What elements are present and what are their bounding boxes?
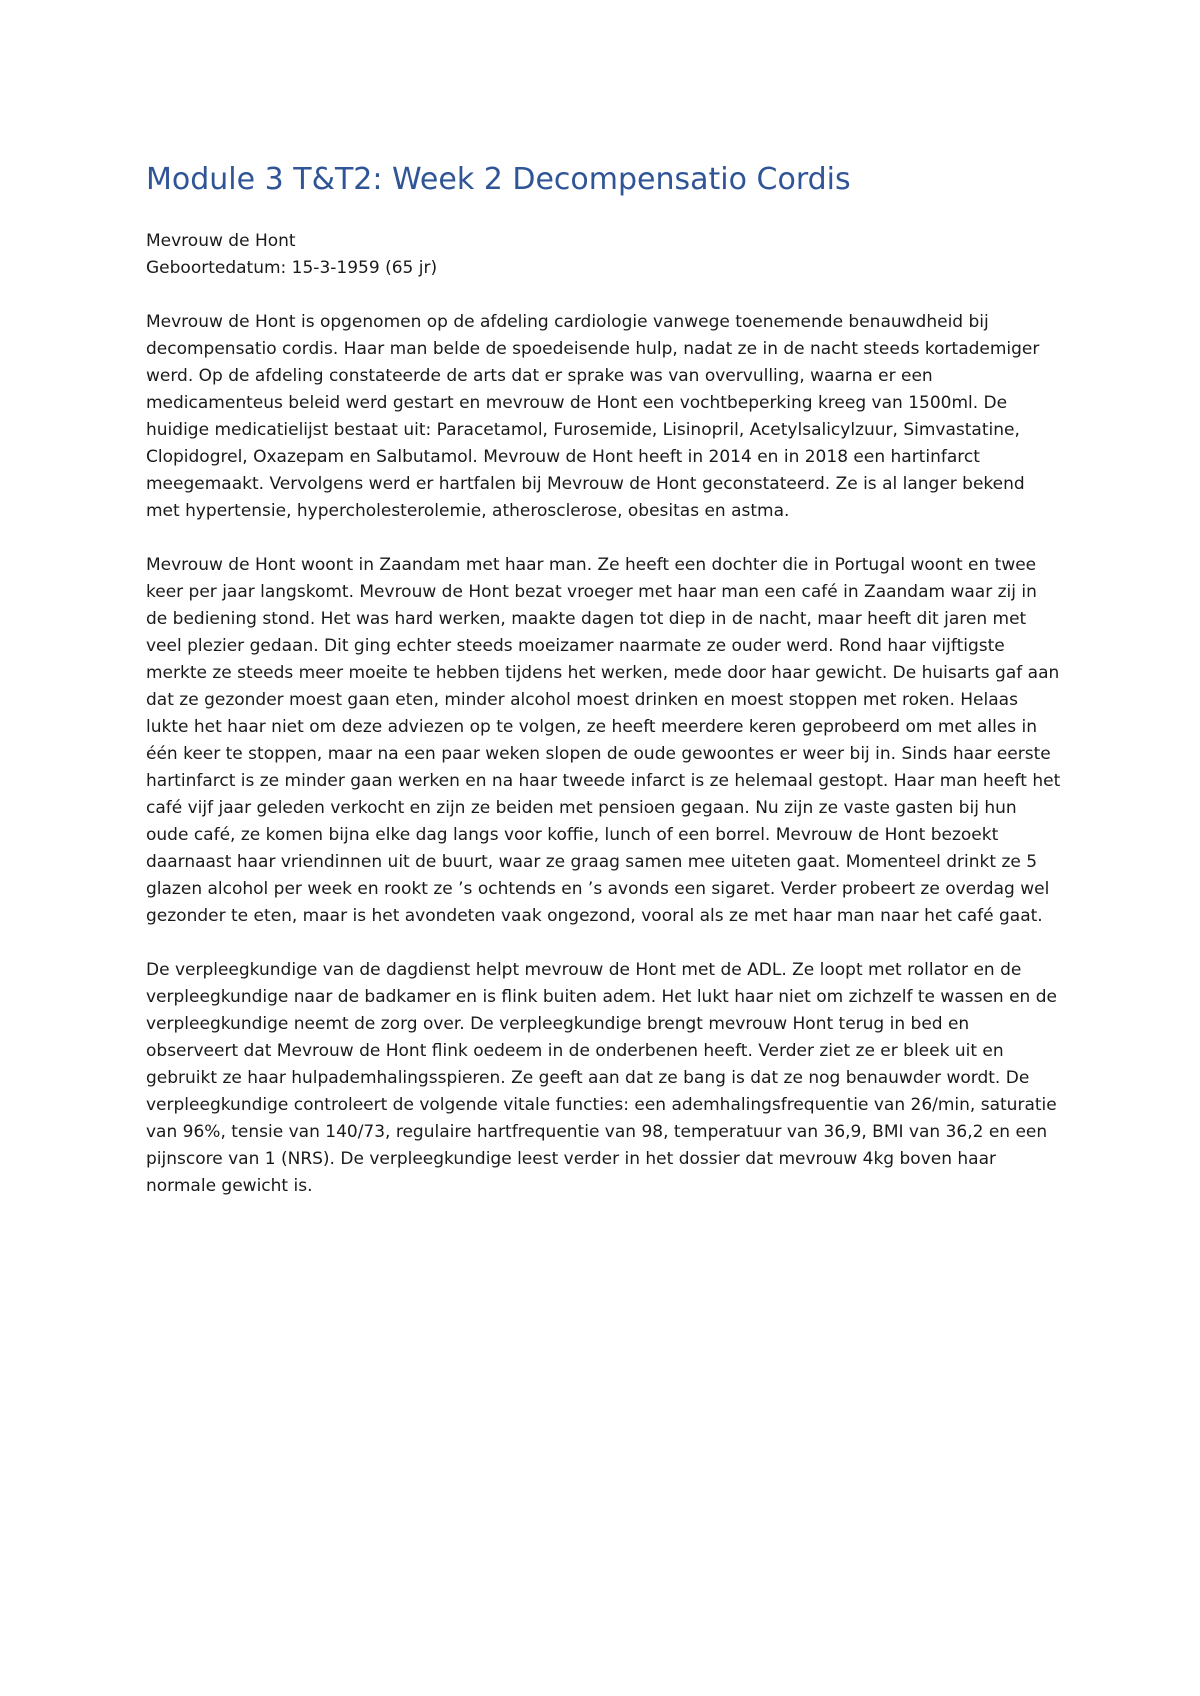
paragraph-social-history: Mevrouw de Hont woont in Zaandam met haar man. Ze heeft een dochter die in Portugal woont en twee keer per jaar langskomt. Mevrouw de Hont bezat vroeger met haar man een café in Zaandam waar zij in de bediening stond. Het was hard werken, maakte dagen tot diep in de nacht, maar heeft dit jaren met veel plezier gedaan. Dit ging echter steeds moeizamer naarmate ze ouder werd. Rond haar vijftigste merkte ze steeds meer moeite te hebben tijdens het werken, mede door haar gewicht. De huisarts gaf aan dat ze gezonder moest gaan eten, minder alcohol moest drinken en moest stoppen met roken. Helaas lukte het haar niet om deze adviezen op te volgen, ze heeft meerdere keren geprobeerd om met alles in één keer te stoppen, maar na een paar weken slopen de oude gewoontes er weer bij in. Sinds haar eerste hartinfarct is ze minder gaan werken en na haar tweede infarct is ze helemaal gestopt. Haar man heeft het café vijf jaar geleden verkocht en zijn ze beiden met pensioen gegaan. Nu zijn ze vaste gasten bij hun oude café, ze komen bijna elke dag langs voor koffie, lunch of een borrel. Mevrouw de Hont bezoekt daarnaast haar vriendinnen uit de buurt, waar ze graag samen mee uiteten gaat. Momenteel drinkt ze 5 glazen alcohol per week en rookt ze ’s ochtends en ’s avonds een sigaret. Verder probeert ze overdag wel gezonder te eten, maar is het avondeten vaak ongezond, vooral als ze met haar man naar het café gaat. <box>146 555 1061 926</box>
document-body <box>146 160 1061 1227</box>
paragraph-nursing-observation: De verpleegkundige van de dagdienst helpt mevrouw de Hont met de ADL. Ze loopt met rollator en de verpleegkundige naar de badkamer en is flink buiten adem. Het lukt haar niet om zichzelf te wassen en de verpleegkundige neemt de zorg over. De verpleegkundige brengt mevrouw Hont terug in bed en observeert dat Mevrouw de Hont flink oedeem in de onderbenen heeft. Verder ziet ze er bleek uit en gebruikt ze haar hulpademhalingsspieren. Ze geeft aan dat ze bang is dat ze nog benauwder wordt. De verpleegkundige controleert de volgende vitale functies: een ademhalingsfrequentie van 26/min, saturatie van 96%, tensie van 140/73, regulaire hartfrequentie van 98, temperatuur van 36,9, BMI van 36,2 en een pijnscore van 1 (NRS). De verpleegkundige leest verder in het dossier dat mevrouw 4kg boven haar normale gewicht is. <box>146 960 1057 1196</box>
paragraph-admission: Mevrouw de Hont is opgenomen op de afdeling cardiologie vanwege toenemende benauwdheid bij decompensatio cordis. Haar man belde de spoedeisende hulp, nadat ze in de nacht steeds kortademiger werd. Op de afdeling constateerde de arts dat er sprake was van overvulling, waarna er een medicamenteus beleid werd gestart en mevrouw de Hont een vochtbeperking kreeg van 1500ml. De huidige medicatielijst bestaat uit: Paracetamol, Furosemide, Lisinopril, Acetylsalicylzuur, Simvastatine, Clopidogrel, Oxazepam en Salbutamol. Mevrouw de Hont heeft in 2014 en in 2018 een hartinfarct meegemaakt. Vervolgens werd er hartfalen bij Mevrouw de Hont geconstateerd. Ze is al langer bekend met hypertensie, hypercholesterolemie, atherosclerose, obesitas en astma. <box>146 312 1040 521</box>
patient-name: Mevrouw de Hont <box>146 231 296 251</box>
document-title: Module 3 T&T2: Week 2 Decompensatio Cordis <box>146 162 851 197</box>
patient-info <box>146 228 1061 282</box>
patient-birthdate: Geboortedatum: 15-3-1959 (65 jr) <box>146 258 438 278</box>
